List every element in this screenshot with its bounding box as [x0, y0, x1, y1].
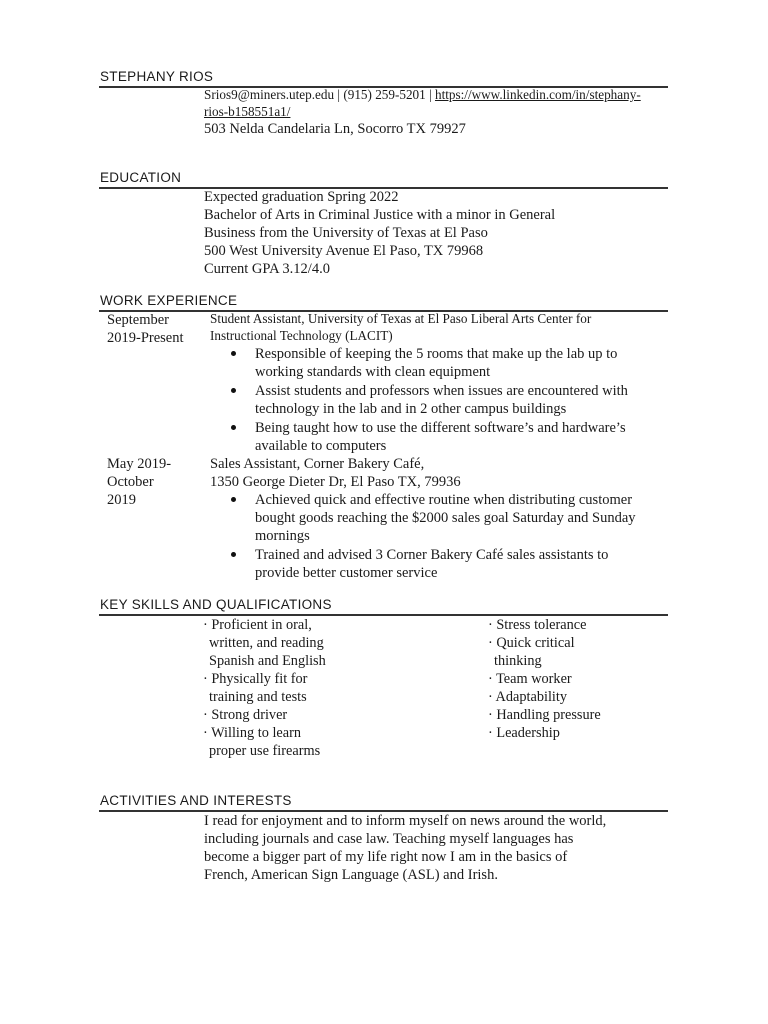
separator: | — [334, 87, 344, 102]
skill-item: · Leadership — [488, 725, 560, 741]
separator: | — [425, 87, 435, 102]
linkedin-link[interactable]: https://www.linkedin.com/in/stephany- — [434, 87, 641, 102]
skill-item: · Proficient in oral, — [203, 617, 312, 633]
bullet-icon — [231, 351, 236, 356]
job-date: October — [107, 474, 154, 490]
work-heading: WORK EXPERIENCE — [100, 293, 238, 308]
linkedin-link-continued[interactable]: rios-b158551a1/ — [204, 104, 291, 119]
job-date: 2019 — [107, 492, 136, 508]
skills-heading: KEY SKILLS AND QUALIFICATIONS — [100, 597, 332, 612]
home-address: 503 Nelda Candelaria Ln, Socorro TX 79927 — [204, 121, 466, 137]
skill-item-continued: training and tests — [209, 689, 307, 705]
education-line: Business from the University of Texas at El Paso — [204, 225, 488, 241]
job-bullet-text: technology in the lab and in 2 other campus buildings — [255, 401, 567, 417]
activities-line: French, American Sign Language (ASL) and Irish. — [204, 867, 498, 883]
candidate-name: STEPHANY RIOS — [100, 69, 214, 84]
job-bullet-text: bought goods reaching the $2000 sales goal Saturday and Sunday — [255, 510, 636, 526]
job-bullet-text: Assist students and professors when issues are encountered with — [255, 383, 628, 399]
bullet-icon — [231, 552, 236, 557]
education-heading: EDUCATION — [100, 170, 182, 185]
job-title: Sales Assistant, Corner Bakery Café, — [210, 456, 425, 472]
job-bullet-text: Responsible of keeping the 5 rooms that make up the lab up to — [255, 346, 618, 362]
skill-item: · Adaptability — [488, 689, 568, 705]
job-title: Instructional Technology (LACIT) — [210, 328, 393, 343]
job-bullet-text: available to computers — [255, 438, 387, 454]
job-bullet-text: mornings — [255, 528, 310, 544]
job-date: May 2019- — [107, 456, 172, 472]
job-bullet-text: provide better customer service — [255, 565, 438, 581]
bullet-icon — [231, 497, 236, 502]
activities-line: I read for enjoyment and to inform myself on news around the world, — [204, 813, 607, 829]
job-bullet-text: working standards with clean equipment — [255, 364, 491, 380]
skill-item: · Strong driver — [203, 707, 288, 723]
activities-line: become a bigger part of my life right now I am in the basics of — [204, 849, 568, 865]
job-title: 1350 George Dieter Dr, El Paso TX, 79936 — [210, 474, 461, 490]
email-link[interactable]: Srios9@miners.utep.edu — [204, 87, 335, 102]
job-date: 2019-Present — [107, 330, 184, 346]
education-line: 500 West University Avenue El Paso, TX 79968 — [204, 243, 484, 259]
job-title: Student Assistant, University of Texas at El Paso Liberal Arts Center for — [210, 311, 592, 326]
phone-number: (915) 259-5201 — [343, 87, 426, 102]
bullet-icon — [231, 425, 236, 430]
job-bullet-text: Achieved quick and effective routine when distributing customer — [255, 492, 633, 508]
activities-heading: ACTIVITIES AND INTERESTS — [100, 793, 292, 808]
education-line: Expected graduation Spring 2022 — [204, 189, 399, 205]
skill-item-continued: Spanish and English — [209, 653, 326, 669]
skill-item-continued: proper use firearms — [209, 743, 321, 759]
job-bullet-text: Being taught how to use the different software’s and hardware’s — [255, 420, 626, 436]
skill-item: · Team worker — [488, 671, 572, 687]
skill-item-continued: written, and reading — [209, 635, 324, 651]
skill-item: · Physically fit for — [203, 671, 308, 687]
skill-item: · Handling pressure — [488, 707, 601, 723]
bullet-icon — [231, 388, 236, 393]
skill-item-continued: thinking — [494, 653, 542, 669]
education-line: Current GPA 3.12/4.0 — [204, 261, 330, 277]
education-line: Bachelor of Arts in Criminal Justice with a minor in General — [204, 207, 556, 223]
activities-line: including journals and case law. Teaching myself languages has — [204, 831, 574, 847]
skill-item: · Stress tolerance — [488, 617, 587, 633]
skill-item: · Willing to learn — [203, 725, 302, 741]
job-bullet-text: Trained and advised 3 Corner Bakery Café sales assistants to — [255, 547, 609, 563]
job-date: September — [107, 312, 170, 328]
skill-item: · Quick critical — [488, 635, 575, 651]
contact-line — [204, 86, 641, 104]
